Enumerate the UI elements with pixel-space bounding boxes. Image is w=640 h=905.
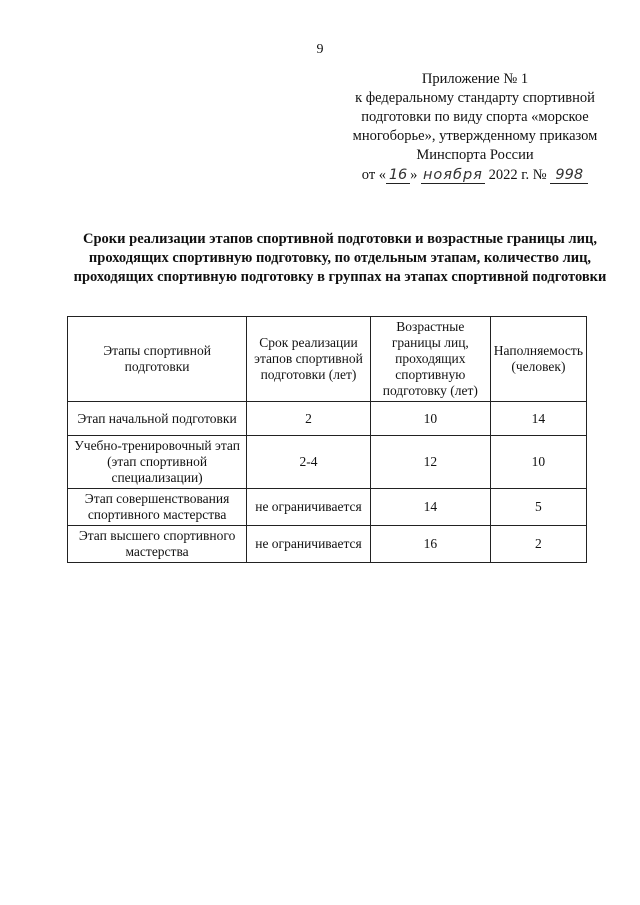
page-number: 9 <box>316 42 324 57</box>
cell-duration: 2-4 <box>247 436 371 489</box>
appendix-header <box>340 70 610 185</box>
table-header-row <box>68 317 587 402</box>
year-text: 2022 г. № <box>488 167 547 183</box>
cell-group-size: 2 <box>490 526 586 563</box>
cell-age: 10 <box>370 402 490 436</box>
cell-group-size: 10 <box>490 436 586 489</box>
cell-stage: Этап высшего спортивного мастерства <box>68 526 247 563</box>
date-mid: » <box>410 167 418 183</box>
cell-age: 16 <box>370 526 490 563</box>
cell-group-size: 14 <box>490 402 586 436</box>
table-row <box>68 526 587 563</box>
document-title: Сроки реализации этапов спортивной подготовки и возрастные границы лиц, проходящих спортивную подготовку, по отдельным этапам, количество лиц, проходящих спортивную подготовку в группах на этапах спортивной подготовки <box>73 231 607 285</box>
header-age-limits: Возрастные границы лиц, проходящих спортивную подготовку (лет) <box>370 317 490 402</box>
cell-duration: не ограничивается <box>247 526 371 563</box>
cell-age: 14 <box>370 489 490 526</box>
handwritten-month: ноября <box>421 167 485 184</box>
cell-stage: Этап совершенствования спортивного мастерства <box>68 489 247 526</box>
table-row <box>68 436 587 489</box>
appendix-line-2: к федеральному стандарту спортивной <box>355 90 595 106</box>
order-date-line <box>340 166 610 185</box>
appendix-line-1: Приложение № 1 <box>421 71 529 87</box>
cell-stage: Этап начальной подготовки <box>68 402 247 436</box>
cell-age: 12 <box>370 436 490 489</box>
table-row <box>68 489 587 526</box>
header-duration: Срок реализации этапов спортивной подготовки (лет) <box>247 317 371 402</box>
header-stages: Этапы спортивной подготовки <box>68 317 247 402</box>
cell-duration: 2 <box>247 402 371 436</box>
date-prefix: от « <box>361 167 387 183</box>
stages-table <box>67 316 587 563</box>
cell-duration: не ограничивается <box>247 489 371 526</box>
table-row <box>68 402 587 436</box>
handwritten-order-number: 998 <box>550 167 588 184</box>
cell-stage: Учебно-тренировочный этап (этап спортивной специализации) <box>68 436 247 489</box>
appendix-line-4: многоборье», утвержденному приказом <box>352 128 598 144</box>
header-group-size: Наполняемость (человек) <box>490 317 586 402</box>
appendix-line-3: подготовки по виду спорта «морское <box>361 109 589 125</box>
cell-group-size: 5 <box>490 489 586 526</box>
handwritten-day: 16 <box>386 167 410 184</box>
appendix-line-5: Минспорта России <box>416 147 534 163</box>
